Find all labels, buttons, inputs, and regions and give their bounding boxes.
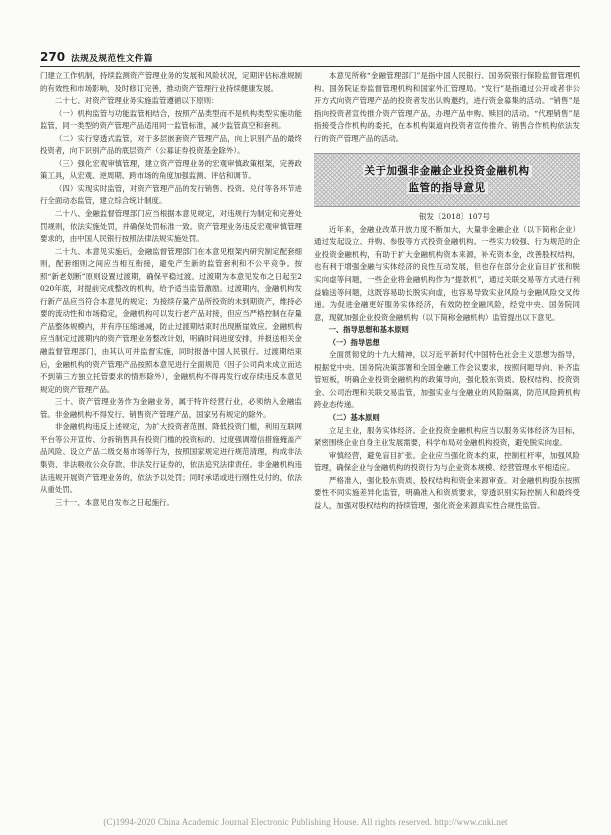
page-header [40, 50, 580, 66]
section-heading: 一、指导思想和基本原则 [328, 325, 409, 335]
paragraph: 非金融机构违反上述规定，为扩大投资者范围、降低投资门槛，利用互联网平台等公开宣传、分拆销售具有投资门槛的投资标的、过度强调增信措施掩盖产品风险、设立产品二级交易市场等行为，按照国家规定进行规范清理，构成非法集资、非法吸收公众存款、非法发行证券的，依法追究法律责任。非金融机构违法违规开展资产管理业务的，依法予以处罚；同时承诺或进行刚性兑付的，依法从重处罚。 [40, 422, 302, 495]
paragraph: 全面贯彻党的十九大精神，以习近平新时代中国特色社会主义思想为指导，根据党中央、国务院决策部署和全国金融工作会议要求，按照问题导向、补齐监管短板，明确企业投资金融机构的政策导向，强化股东资质、股权结构、投资资金、公司治理和关联交易监管，加强实业与金融业的风险隔离，防范风险跨机构跨业态传递。 [314, 350, 580, 410]
notice-title [363, 163, 532, 197]
page-number: 270 [40, 50, 66, 64]
paragraph: 三十、资产管理业务作为金融业务，属于特许经营行业，必须纳入金融监管。非金融机构不得发行、销售资产管理产品，国家另有规定的除外。 [40, 397, 302, 419]
paragraph: 立足主业，服务实体经济。企业投资金融机构应当以服务实体经济为目标，紧密围绕企业自身主业发展需要，科学布局对金融机构投资，避免脱实向虚。 [314, 425, 580, 448]
left-column [40, 70, 302, 509]
subsection-heading: （二）基本原则 [328, 413, 380, 423]
book-title: 法规及规范性文件篇 [71, 54, 153, 64]
right-column [314, 70, 580, 512]
paragraph: 二十八、金融监督管理部门应当根据本意见规定，对违规行为制定和完善处罚规则，依法实施处罚，并确保处罚标准一致。资产管理业务违反宏观审慎管理要求的，由中国人民银行按照法律法规实施处罚。 [40, 209, 302, 244]
paragraph: （一）机构监管与功能监管相结合，按照产品类型而不是机构类型实施功能监管，同一类型的资产管理产品适用同一监管标准，减少监管真空和套利。 [40, 108, 302, 131]
subsection-heading: （一）指导思想 [328, 337, 380, 347]
paragraph: （二）实行穿透式监管，对于多层嵌套资产管理产品，向上识别产品的最终投资者，向下识别产品的底层资产（公募证券投资基金除外）。 [40, 133, 302, 156]
paragraph: （三）强化宏观审慎管理，建立资产管理业务的宏观审慎政策框架，完善政策工具，从宏观、逆周期、跨市场的角度加强监测、评估和调节。 [40, 158, 302, 181]
paragraph: （四）实现实时监管，对资产管理产品的发行销售、投资、兑付等各环节进行全面动态监管，建立综合统计制度。 [40, 183, 302, 206]
header-rule [40, 66, 580, 67]
paragraph: 二十七、对资产管理业务实施监管遵循以下原则： [54, 96, 219, 106]
document-number: 银发〔2018〕107号 [419, 212, 490, 222]
copyright-footer: (C)1994-2020 China Academic Journal Electronic Publishing House. All rights reserved. http://www.cnki.net [103, 817, 508, 827]
paragraph: 三十一、本意见自发布之日起施行。 [54, 497, 174, 507]
notice-title-banner [314, 153, 580, 207]
paragraph: 本意见所称“金融管理部门”是指中国人民银行、国务院银行保险监督管理机构、国务院证券监督管理机构和国家外汇管理局。“发行”是指通过公开或者非公开方式向资产管理产品的投资者发出认购邀约，进行资金募集的活动。“销售”是指向投资者宣传推介资产管理产品，办理产品申购、赎回的活动。“代理销售”是指接受合作机构的委托，在本机构渠道向投资者宣传推介、销售合作机构依法发行的资产管理产品的活动。 [314, 71, 580, 143]
paragraph: 审慎经营，避免盲目扩张。企业应当强化资本约束，控制杠杆率，加强风险管理，确保企业与金融机构的投资行为与企业资本规模、经营管理水平相适应。 [314, 450, 580, 473]
notice-title-line: 关于加强非金融企业投资金融机构 [364, 165, 530, 178]
paragraph: 二十九、本意见实施后，金融监督管理部门在本意见框架内研究制定配套细则，配套细则之间应当相互衔接，避免产生新的监管套利和不公平竞争。按照“新老划断”原则设置过渡期，确保平稳过渡。过渡期为本意见发布之日起至2020年底，对提前完成整改的机构，给予适当监管激励。过渡期内，金融机构发行新产品应当符合本意见的规定；为接续存量产品所投资的未到期资产，维持必要的流动性和市场稳定，金融机构可以发行老产品对接，但应当严格控制在存量产品整体规模内，并有序压缩递减，防止过渡期结束时出现断崖效应。金融机构应当制定过渡期内的资产管理业务整改计划，明确时间进度安排，并报送相关金融监督管理部门，由其认可并监督实施，同时报备中国人民银行。过渡期结束后，金融机构的资产管理产品按照本意见进行全面规范（因子公司尚未成立而达不到第三方独立托管要求的情形除外），金融机构不得再发行或存续违反本意见规定的资产管理产品。 [40, 246, 302, 394]
paragraph: 门建立工作机制，持续监测资产管理业务的发展和风险状况，定期评估标准规制的有效性和市场影响，及时修订完善，推动资产管理行业持续健康发展。 [40, 71, 302, 93]
notice-title-line: 监管的指导意见 [408, 182, 486, 195]
paragraph: 近年来，金融业改革开放力度不断加大，大量非金融企业（以下简称企业）通过发起设立、并购、参股等方式投资金融机构。一些实力较强、行为规范的企业投资金融机构，有助于扩大金融机构资本来源，补充资本金，改善股权结构，也有利于增强金融与实体经济的良性互动发展，但也存在部分企业盲目扩张和脱实向虚等问题，一些企业将金融机构作为“提款机”，通过关联交易等方式进行利益输送等问题，这既容易助长脱实向虚，也容易导致实业风险与金融风险交叉传递。为促进金融更好服务实体经济，有效防控金融风险，经党中央、国务院同意，现就加强企业投资金融机构（以下简称金融机构）监管提出以下意见。 [314, 224, 580, 322]
paragraph: 严格准入，强化股东资质、股权结构和资金来源审查。对金融机构股东按照要性不同实施差异化监管，明确准入和资质要求，穿透识别实际控制人和最终受益人，加强对股权结构的持续管理，强化资金来源真实性合规性监管。 [314, 475, 580, 510]
